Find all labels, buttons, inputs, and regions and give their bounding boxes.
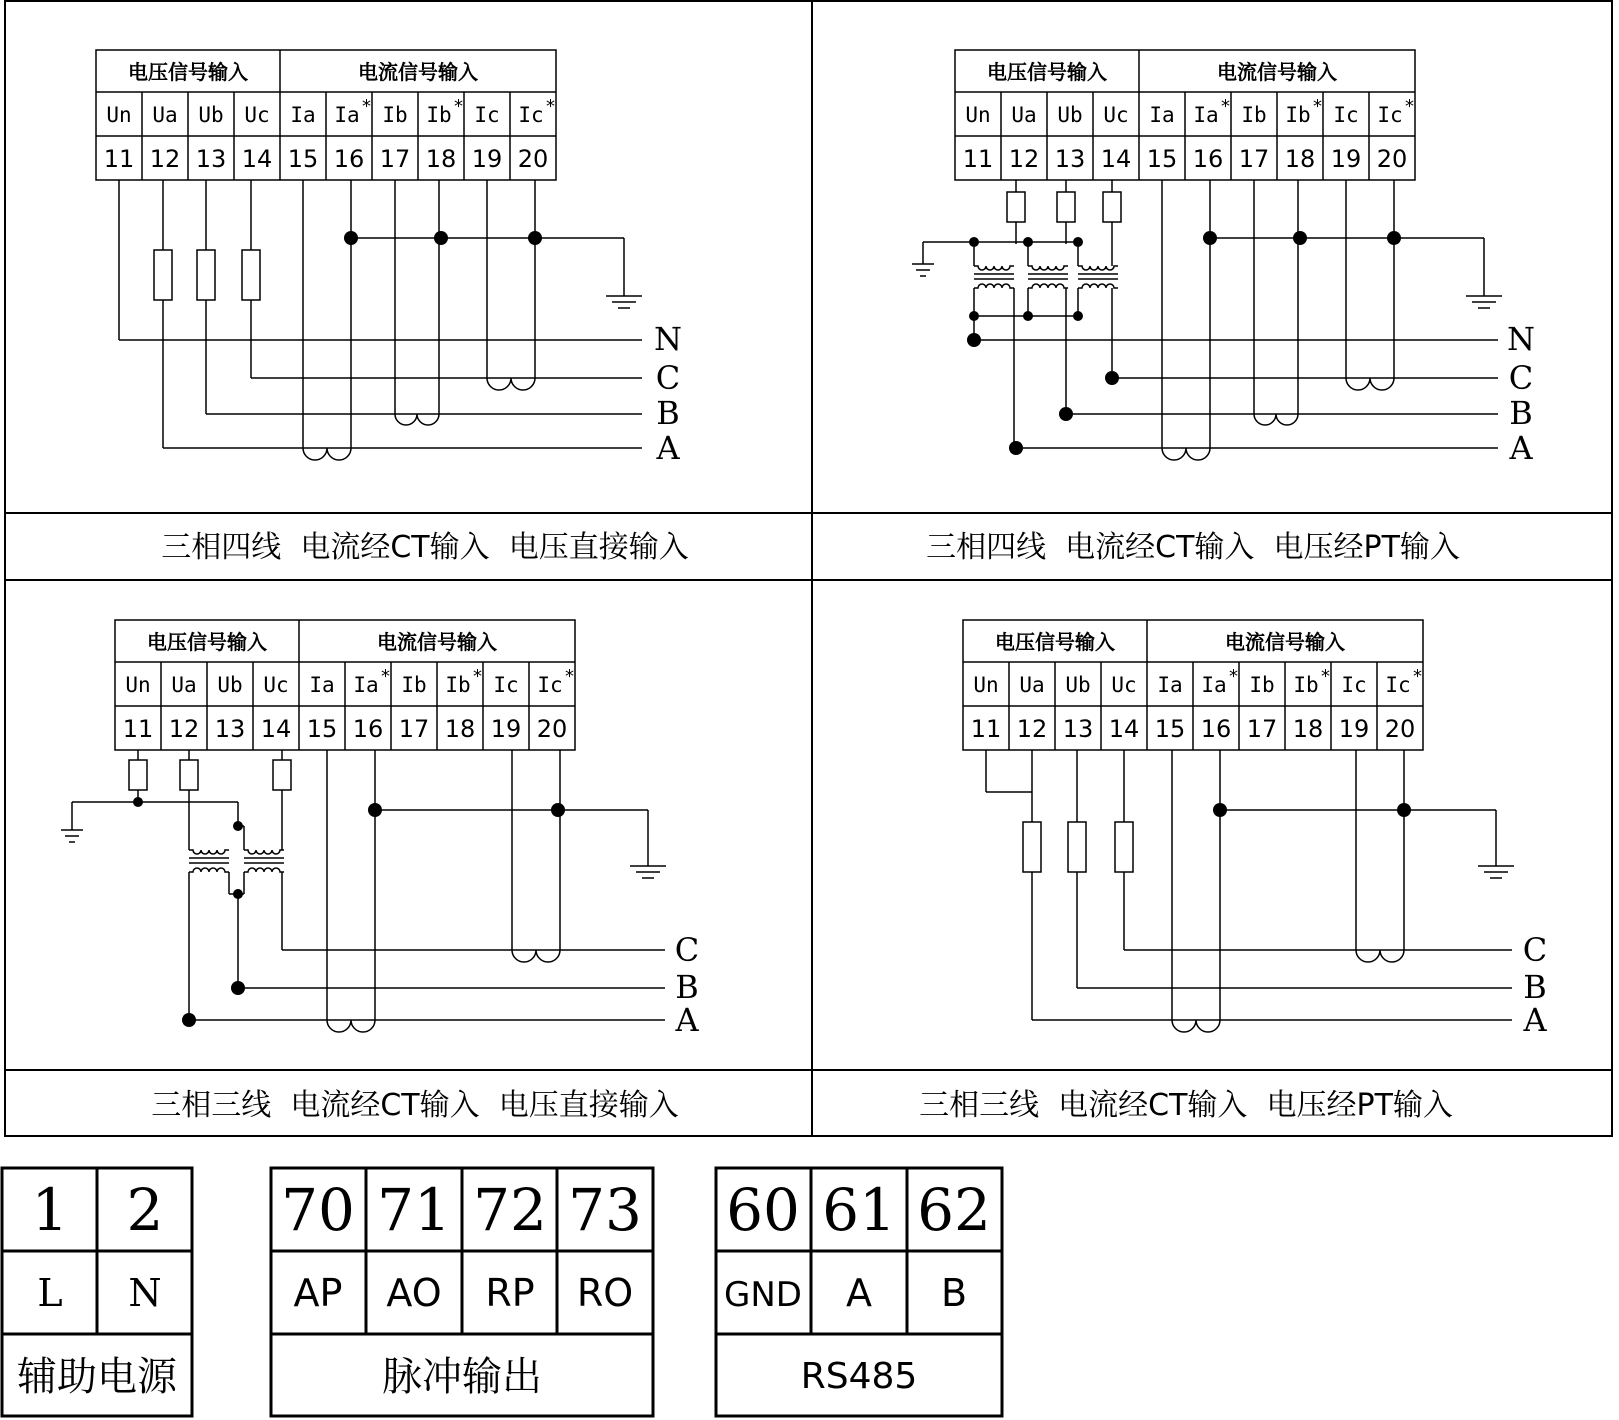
terminal-number: 18: [1292, 715, 1324, 743]
terminal-number: 16: [1200, 715, 1232, 743]
terminal-label: Ua: [171, 673, 197, 697]
pulse-output-caption: 脉冲输出: [382, 1354, 542, 1400]
phase-label-b: B: [656, 394, 680, 432]
pulse-output-number: 71: [377, 1176, 451, 1244]
polarity-star: *: [362, 96, 371, 117]
terminal-label: Ic: [1385, 673, 1411, 697]
terminal-label: Ia: [1157, 673, 1183, 697]
voltage-group-header: 电压信号输入: [147, 630, 267, 654]
terminal-label: Ic: [518, 103, 544, 127]
phase-label-b: B: [1509, 394, 1533, 432]
phase-label-c: C: [674, 931, 700, 969]
terminal-number: 12: [168, 715, 200, 743]
terminal-label: Ua: [1019, 673, 1045, 697]
aux-power-number: 1: [31, 1176, 69, 1244]
terminal-number: 19: [471, 145, 503, 173]
terminal-label: Ib: [1249, 673, 1275, 697]
terminal-label: Ia: [334, 103, 360, 127]
terminal-label: Ia: [290, 103, 316, 127]
current-group-header: 电流信号输入: [1217, 60, 1337, 84]
phase-label-c: C: [1522, 931, 1548, 969]
terminal-label: Ic: [1333, 103, 1359, 127]
terminal-label: Un: [125, 673, 151, 697]
phase-label-n: N: [654, 320, 682, 358]
terminal-label: Ib: [1241, 103, 1267, 127]
polarity-star: *: [565, 666, 574, 687]
terminal-label: Un: [106, 103, 132, 127]
terminal-label: Un: [965, 103, 991, 127]
polarity-star: *: [1313, 96, 1322, 117]
rs485-label: B: [940, 1271, 968, 1315]
terminal-label: Ib: [382, 103, 408, 127]
phase-label-a: A: [1509, 429, 1533, 467]
voltage-group-header: 电压信号输入: [987, 60, 1107, 84]
terminal-number: 16: [352, 715, 384, 743]
phase-label-n: N: [1507, 320, 1535, 358]
terminal-number: 19: [1330, 145, 1362, 173]
terminal-number: 13: [1062, 715, 1094, 743]
rs485-number: 62: [917, 1176, 991, 1244]
terminal-number: 11: [122, 715, 154, 743]
phase-label-a: A: [656, 429, 680, 467]
terminal-label: Ub: [198, 103, 224, 127]
phase-label-b: B: [675, 968, 699, 1006]
polarity-star: *: [1321, 666, 1330, 687]
rs485-number: 61: [822, 1176, 896, 1244]
pulse-output-number: 72: [473, 1176, 547, 1244]
terminal-number: 12: [1008, 145, 1040, 173]
pulse-output-label: RP: [485, 1271, 535, 1315]
pulse-output-label: AO: [386, 1271, 442, 1315]
terminal-number: 13: [195, 145, 227, 173]
terminal-number: 19: [1338, 715, 1370, 743]
terminal-number: 17: [379, 145, 411, 173]
terminal-label: Ua: [152, 103, 178, 127]
rs485-number: 60: [726, 1176, 800, 1244]
pulse-output-number: 73: [568, 1176, 642, 1244]
terminal-label: Ib: [426, 103, 452, 127]
rs485-label: A: [846, 1271, 872, 1315]
terminal-number: 11: [103, 145, 135, 173]
phase-label-a: A: [675, 1001, 699, 1039]
terminal-label: Uc: [1103, 103, 1129, 127]
terminal-number: 20: [517, 145, 549, 173]
aux-power-label: N: [128, 1271, 162, 1315]
terminal-number: 12: [149, 145, 181, 173]
pulse-output-number: 70: [281, 1176, 355, 1244]
terminal-number: 15: [1154, 715, 1186, 743]
current-group-header: 电流信号输入: [358, 60, 478, 84]
terminal-number: 20: [536, 715, 568, 743]
terminal-number: 14: [260, 715, 292, 743]
terminal-label: Ic: [474, 103, 500, 127]
terminal-label: Ic: [1341, 673, 1367, 697]
aux-power-caption: 辅助电源: [17, 1354, 177, 1400]
terminal-label: Ib: [1293, 673, 1319, 697]
current-group-header: 电流信号输入: [1225, 630, 1345, 654]
terminal-number: 15: [287, 145, 319, 173]
polarity-star: *: [546, 96, 555, 117]
terminal-number: 17: [1238, 145, 1270, 173]
aux-power-number: 2: [126, 1176, 164, 1244]
panel-caption: 三相三线 电流经CT输入 电压经PT输入: [919, 1088, 1453, 1123]
terminal-label: Ib: [445, 673, 471, 697]
polarity-star: *: [381, 666, 390, 687]
voltage-group-header: 电压信号输入: [128, 60, 248, 84]
terminal-number: 13: [1054, 145, 1086, 173]
panel-caption: 三相四线 电流经CT输入 电压直接输入: [161, 530, 689, 565]
phase-label-c: C: [655, 359, 681, 397]
terminal-number: 14: [1100, 145, 1132, 173]
terminal-label: Ib: [401, 673, 427, 697]
terminal-number: 19: [490, 715, 522, 743]
current-group-header: 电流信号输入: [377, 630, 497, 654]
terminal-number: 20: [1384, 715, 1416, 743]
terminal-number: 16: [1192, 145, 1224, 173]
terminal-label: Uc: [1111, 673, 1137, 697]
terminal-label: Ia: [1201, 673, 1227, 697]
terminal-number: 15: [1146, 145, 1178, 173]
terminal-label: Ic: [493, 673, 519, 697]
panel-caption: 三相四线 电流经CT输入 电压经PT输入: [926, 530, 1460, 565]
terminal-label: Ia: [1193, 103, 1219, 127]
terminal-label: Ib: [1285, 103, 1311, 127]
terminal-number: 14: [241, 145, 273, 173]
terminal-number: 17: [398, 715, 430, 743]
aux-power-label: L: [37, 1271, 63, 1315]
terminal-label: Ia: [353, 673, 379, 697]
terminal-number: 16: [333, 145, 365, 173]
terminal-label: Ub: [1065, 673, 1091, 697]
rs485-label: GND: [724, 1275, 802, 1315]
terminal-label: Ub: [1057, 103, 1083, 127]
terminal-number: 11: [962, 145, 994, 173]
terminal-label: Uc: [263, 673, 289, 697]
terminal-number: 12: [1016, 715, 1048, 743]
terminal-number: 18: [425, 145, 457, 173]
phase-label-c: C: [1508, 359, 1534, 397]
terminal-number: 11: [970, 715, 1002, 743]
polarity-star: *: [454, 96, 463, 117]
terminal-number: 14: [1108, 715, 1140, 743]
voltage-group-header: 电压信号输入: [995, 630, 1115, 654]
terminal-label: Ua: [1011, 103, 1037, 127]
terminal-number: 15: [306, 715, 338, 743]
terminal-number: 18: [1284, 145, 1316, 173]
terminal-label: Ub: [217, 673, 243, 697]
terminal-label: Ic: [1377, 103, 1403, 127]
polarity-star: *: [1229, 666, 1238, 687]
pulse-output-label: RO: [576, 1271, 634, 1315]
terminal-number: 18: [444, 715, 476, 743]
terminal-label: Ic: [537, 673, 563, 697]
terminal-label: Ia: [1149, 103, 1175, 127]
phase-label-b: B: [1523, 968, 1547, 1006]
rs485-caption: RS485: [800, 1356, 918, 1397]
terminal-label: Ia: [309, 673, 335, 697]
polarity-star: *: [473, 666, 482, 687]
polarity-star: *: [1413, 666, 1422, 687]
panel-caption: 三相三线 电流经CT输入 电压直接输入: [151, 1088, 679, 1123]
terminal-number: 20: [1376, 145, 1408, 173]
terminal-label: Uc: [244, 103, 270, 127]
terminal-number: 13: [214, 715, 246, 743]
polarity-star: *: [1221, 96, 1230, 117]
phase-label-a: A: [1523, 1001, 1547, 1039]
pulse-output-label: AP: [293, 1271, 343, 1315]
polarity-star: *: [1405, 96, 1414, 117]
terminal-number: 17: [1246, 715, 1278, 743]
terminal-label: Un: [973, 673, 999, 697]
